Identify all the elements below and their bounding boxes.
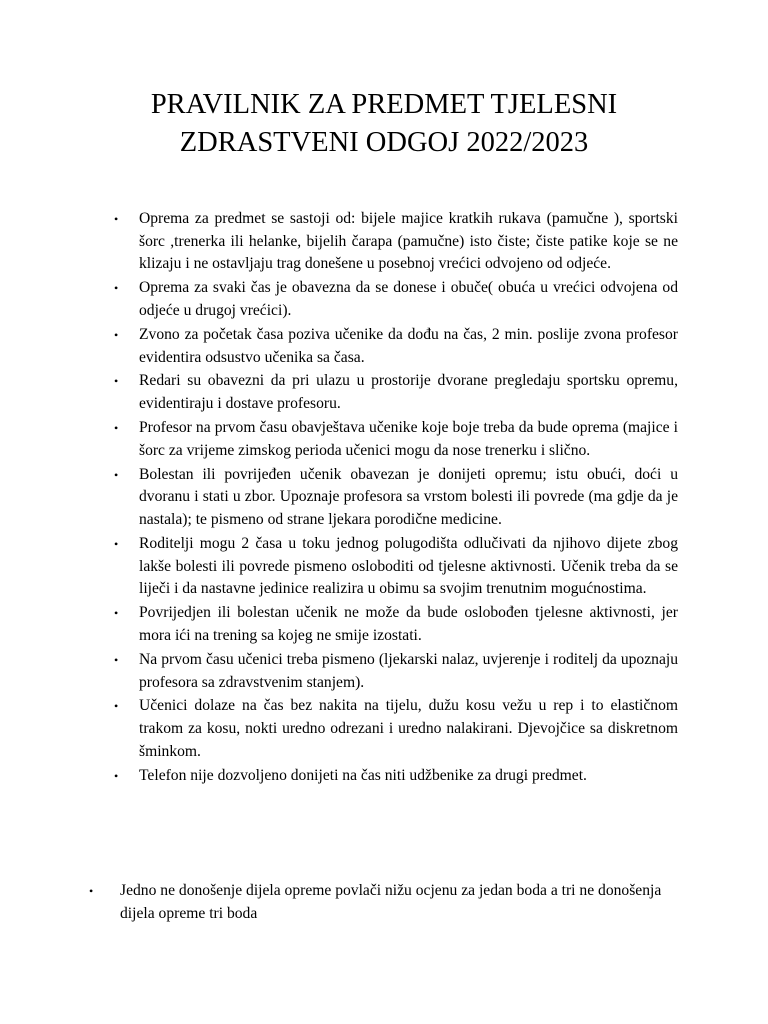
list-item xyxy=(108,277,678,322)
list-item xyxy=(108,370,678,415)
list-item-text: Jedno ne donošenje dijela opreme povlači nižu ocjenu za jedan boda a tri ne donošenja dijela opreme tri boda xyxy=(120,882,662,922)
list-item-text: Bolestan ili povrijeđen učenik obavezan je donijeti opremu; istu obući, doći u dvoranu i stati u zbor. Upoznaje profesora sa vrstom bolesti ili povrede (ma gdje da je nastala); te pismeno od strane ljekara porodične medicine. xyxy=(139,465,678,529)
bullet-icon: • xyxy=(114,374,119,389)
list-item-text: Telefon nije dozvoljeno donijeti na čas niti udžbenike za drugi predmet. xyxy=(139,766,587,784)
bullet-icon: • xyxy=(114,327,119,342)
list-item xyxy=(108,324,678,369)
bullet-icon: • xyxy=(114,768,119,783)
bullet-icon: • xyxy=(114,212,119,226)
bullet-icon: • xyxy=(89,884,94,898)
list-item xyxy=(108,695,678,763)
bullet-icon: • xyxy=(114,606,119,621)
bullet-icon: • xyxy=(114,536,119,551)
list-item-text: Roditelji mogu 2 časa u toku jednog polugodišta odlučivati da njihovo dijete zbog lakše bolesti ili povrede pismeno osloboditi od tjelesne aktivnosti. Učenik treba da se liječi i da nastavne jedinice realizira u obimu sa svojim trenutnim mogućnostima. xyxy=(139,534,678,598)
list-item xyxy=(108,208,678,276)
list-item-text: Oprema za predmet se sastoji od: bijele majice kratkih rukava (pamučne ), sportski šorc ,trenerka ili helanke, bijelih čarapa (pamučne) isto čiste; čiste patike koje se ne klizaju i ne ostavljaju trag donešene u posebnoj vrećici odvojeno od odjeće. xyxy=(139,210,678,273)
list-item xyxy=(108,649,678,694)
list-item xyxy=(89,880,679,925)
list-item-text: Oprema za svaki čas je obavezna da se donese i obuče( obuća u vrećici odvojena od odjeće u drugoj vrećici). xyxy=(139,279,678,319)
list-item xyxy=(108,765,678,788)
bullet-icon: • xyxy=(114,421,119,436)
list-item xyxy=(108,464,678,532)
list-item-text: Povrijedjen ili bolestan učenik ne može da bude oslobođen tjelesne aktivnosti, jer mora ići na trening sa kojeg ne smije izostati. xyxy=(139,604,678,644)
title-line-1: PRAVILNIK ZA PREDMET TJELESNI xyxy=(150,89,618,120)
bullet-icon: • xyxy=(114,652,119,667)
list-item-text: Na prvom času učenici treba pismeno (ljekarski nalaz, uvjerenje i roditelj da upoznaju profesora sa zdravstvenim stanjem). xyxy=(139,650,678,691)
bullet-icon: • xyxy=(114,281,119,296)
list-item-text: Zvono za početak časa poziva učenike da dođu na čas, 2 min. poslije zvona profesor evidentira odsustvo učenika sa časa. xyxy=(139,325,678,366)
page-title xyxy=(0,86,768,162)
list-item xyxy=(108,602,678,647)
title-line-2: ZDRASTVENI ODGOJ 2022/2023 xyxy=(179,127,589,158)
list-item-text: Učenici dolaze na čas bez nakita na tijelu, dužu kosu vežu u rep i to elastičnom trakom za kosu, nokti uredno odrezani i uredno nalakirani. Djevojčice sa diskretnom šminkom. xyxy=(139,697,678,760)
list-item-text: Profesor na prvom času obavještava učenike koje boje treba da bude oprema (majice i šorc za vrijeme zimskog perioda učenici mogu da nose trenerku i slično. xyxy=(139,419,678,459)
rules-list xyxy=(108,208,678,789)
bullet-icon: • xyxy=(114,699,119,714)
list-item-text: Redari su obavezni da pri ulazu u prostorije dvorane pregledaju sportsku opremu, evidentiraju i dostave profesoru. xyxy=(139,372,678,413)
list-item xyxy=(108,533,678,601)
list-item xyxy=(108,417,678,462)
bullet-icon: • xyxy=(114,467,119,482)
outdented-rules-list xyxy=(89,880,679,925)
